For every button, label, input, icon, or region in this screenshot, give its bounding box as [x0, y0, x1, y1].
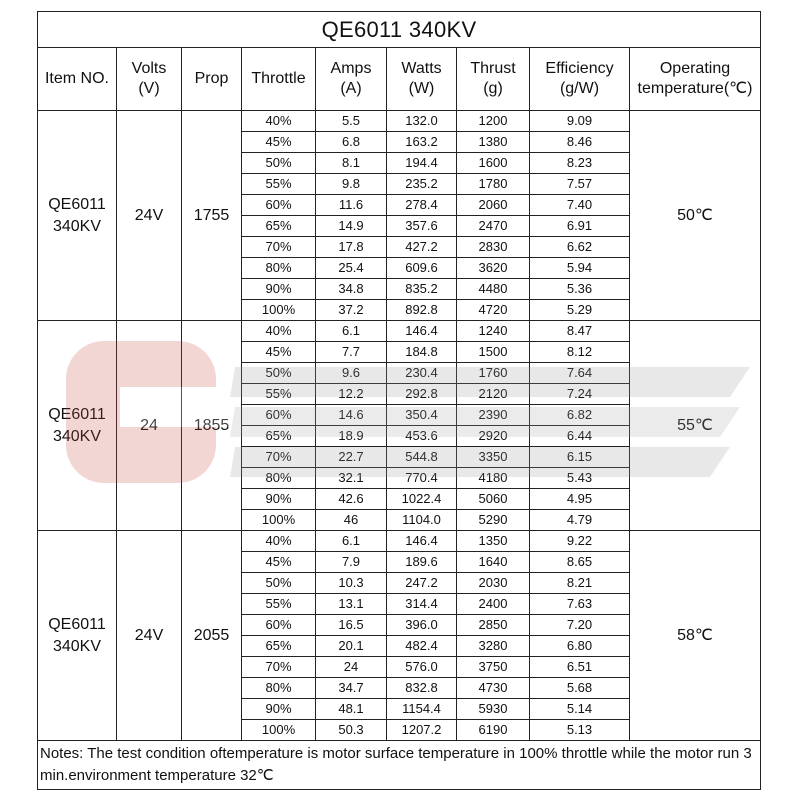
- amps-cell: 18.9: [316, 426, 387, 447]
- throttle-cell: 40%: [242, 321, 316, 342]
- watts-cell: 453.6: [387, 426, 457, 447]
- watts-cell: 832.8: [387, 678, 457, 699]
- amps-cell: 7.9: [316, 552, 387, 573]
- header-item: Item NO.: [38, 48, 117, 111]
- thrust-cell: 1500: [457, 342, 530, 363]
- thrust-cell: 2830: [457, 237, 530, 258]
- thrust-cell: 2030: [457, 573, 530, 594]
- throttle-cell: 55%: [242, 594, 316, 615]
- watts-cell: 146.4: [387, 531, 457, 552]
- amps-cell: 11.6: [316, 195, 387, 216]
- throttle-cell: 70%: [242, 657, 316, 678]
- efficiency-cell: 4.95: [530, 489, 630, 510]
- efficiency-cell: 4.79: [530, 510, 630, 531]
- amps-cell: 6.1: [316, 531, 387, 552]
- throttle-cell: 100%: [242, 300, 316, 321]
- throttle-cell: 90%: [242, 279, 316, 300]
- efficiency-cell: 5.94: [530, 258, 630, 279]
- throttle-cell: 45%: [242, 342, 316, 363]
- watts-cell: 1154.4: [387, 699, 457, 720]
- item-cell: QE6011 340KV: [38, 531, 117, 741]
- efficiency-cell: 8.46: [530, 132, 630, 153]
- amps-cell: 34.7: [316, 678, 387, 699]
- thrust-cell: 2060: [457, 195, 530, 216]
- item-cell: QE6011 340KV: [38, 321, 117, 531]
- thrust-cell: 1600: [457, 153, 530, 174]
- thrust-cell: 3280: [457, 636, 530, 657]
- header-volts: Volts (V): [117, 48, 182, 111]
- watts-cell: 576.0: [387, 657, 457, 678]
- throttle-cell: 50%: [242, 153, 316, 174]
- temperature-cell: 58℃: [630, 531, 761, 741]
- throttle-cell: 55%: [242, 174, 316, 195]
- efficiency-cell: 7.64: [530, 363, 630, 384]
- header-amps: Amps (A): [316, 48, 387, 111]
- thrust-cell: 3350: [457, 447, 530, 468]
- amps-cell: 10.3: [316, 573, 387, 594]
- throttle-cell: 65%: [242, 426, 316, 447]
- amps-cell: 5.5: [316, 111, 387, 132]
- efficiency-cell: 6.44: [530, 426, 630, 447]
- thrust-cell: 1380: [457, 132, 530, 153]
- efficiency-cell: 9.09: [530, 111, 630, 132]
- watts-cell: 163.2: [387, 132, 457, 153]
- table-row: [38, 321, 761, 342]
- table-row: [38, 111, 761, 132]
- thrust-cell: 1760: [457, 363, 530, 384]
- watts-cell: 1104.0: [387, 510, 457, 531]
- throttle-cell: 80%: [242, 258, 316, 279]
- amps-cell: 12.2: [316, 384, 387, 405]
- amps-cell: 22.7: [316, 447, 387, 468]
- efficiency-cell: 6.82: [530, 405, 630, 426]
- table-row: [38, 531, 761, 552]
- throttle-cell: 90%: [242, 699, 316, 720]
- watts-cell: 835.2: [387, 279, 457, 300]
- amps-cell: 24: [316, 657, 387, 678]
- throttle-cell: 55%: [242, 384, 316, 405]
- throttle-cell: 40%: [242, 111, 316, 132]
- efficiency-cell: 5.68: [530, 678, 630, 699]
- watts-cell: 184.8: [387, 342, 457, 363]
- efficiency-cell: 8.47: [530, 321, 630, 342]
- amps-cell: 50.3: [316, 720, 387, 741]
- amps-cell: 25.4: [316, 258, 387, 279]
- throttle-cell: 65%: [242, 636, 316, 657]
- watts-cell: 314.4: [387, 594, 457, 615]
- throttle-cell: 80%: [242, 678, 316, 699]
- efficiency-cell: 8.65: [530, 552, 630, 573]
- throttle-cell: 90%: [242, 489, 316, 510]
- efficiency-cell: 6.91: [530, 216, 630, 237]
- notes-row: [38, 741, 761, 790]
- amps-cell: 16.5: [316, 615, 387, 636]
- amps-cell: 20.1: [316, 636, 387, 657]
- temperature-cell: 50℃: [630, 111, 761, 321]
- thrust-cell: 1240: [457, 321, 530, 342]
- thrust-cell: 1780: [457, 174, 530, 195]
- efficiency-cell: 6.62: [530, 237, 630, 258]
- watts-cell: 278.4: [387, 195, 457, 216]
- amps-cell: 17.8: [316, 237, 387, 258]
- thrust-cell: 4480: [457, 279, 530, 300]
- amps-cell: 32.1: [316, 468, 387, 489]
- thrust-cell: 5060: [457, 489, 530, 510]
- thrust-cell: 5290: [457, 510, 530, 531]
- amps-cell: 42.6: [316, 489, 387, 510]
- thrust-cell: 2400: [457, 594, 530, 615]
- amps-cell: 6.1: [316, 321, 387, 342]
- header-temperature: Operating temperature(℃): [630, 48, 761, 111]
- header-row: [38, 48, 761, 111]
- watts-cell: 1207.2: [387, 720, 457, 741]
- watts-cell: 230.4: [387, 363, 457, 384]
- watts-cell: 350.4: [387, 405, 457, 426]
- efficiency-cell: 5.43: [530, 468, 630, 489]
- item-cell: QE6011 340KV: [38, 111, 117, 321]
- watts-cell: 235.2: [387, 174, 457, 195]
- watts-cell: 247.2: [387, 573, 457, 594]
- amps-cell: 46: [316, 510, 387, 531]
- spec-table: [37, 11, 761, 790]
- volts-cell: 24V: [117, 531, 182, 741]
- temperature-cell: 55℃: [630, 321, 761, 531]
- efficiency-cell: 7.57: [530, 174, 630, 195]
- throttle-cell: 45%: [242, 552, 316, 573]
- amps-cell: 7.7: [316, 342, 387, 363]
- watts-cell: 1022.4: [387, 489, 457, 510]
- header-prop: Prop: [182, 48, 242, 111]
- amps-cell: 8.1: [316, 153, 387, 174]
- amps-cell: 34.8: [316, 279, 387, 300]
- watts-cell: 482.4: [387, 636, 457, 657]
- efficiency-cell: 7.24: [530, 384, 630, 405]
- throttle-cell: 70%: [242, 447, 316, 468]
- thrust-cell: 2470: [457, 216, 530, 237]
- watts-cell: 357.6: [387, 216, 457, 237]
- header-efficiency: Efficiency (g/W): [530, 48, 630, 111]
- header-throttle: Throttle: [242, 48, 316, 111]
- thrust-cell: 2120: [457, 384, 530, 405]
- thrust-cell: 4180: [457, 468, 530, 489]
- volts-cell: 24: [117, 321, 182, 531]
- efficiency-cell: 8.12: [530, 342, 630, 363]
- efficiency-cell: 6.15: [530, 447, 630, 468]
- efficiency-cell: 7.63: [530, 594, 630, 615]
- efficiency-cell: 5.14: [530, 699, 630, 720]
- throttle-cell: 100%: [242, 720, 316, 741]
- watts-cell: 544.8: [387, 447, 457, 468]
- amps-cell: 37.2: [316, 300, 387, 321]
- watts-cell: 132.0: [387, 111, 457, 132]
- amps-cell: 13.1: [316, 594, 387, 615]
- watts-cell: 770.4: [387, 468, 457, 489]
- header-watts: Watts (W): [387, 48, 457, 111]
- prop-cell: 1755: [182, 111, 242, 321]
- efficiency-cell: 5.13: [530, 720, 630, 741]
- throttle-cell: 50%: [242, 573, 316, 594]
- header-thrust: Thrust (g): [457, 48, 530, 111]
- throttle-cell: 70%: [242, 237, 316, 258]
- thrust-cell: 3620: [457, 258, 530, 279]
- efficiency-cell: 8.21: [530, 573, 630, 594]
- spec-sheet: [37, 11, 761, 790]
- amps-cell: 6.8: [316, 132, 387, 153]
- amps-cell: 9.8: [316, 174, 387, 195]
- amps-cell: 14.9: [316, 216, 387, 237]
- efficiency-cell: 5.29: [530, 300, 630, 321]
- throttle-cell: 60%: [242, 405, 316, 426]
- amps-cell: 14.6: [316, 405, 387, 426]
- efficiency-cell: 8.23: [530, 153, 630, 174]
- watts-cell: 189.6: [387, 552, 457, 573]
- watts-cell: 892.8: [387, 300, 457, 321]
- thrust-cell: 2390: [457, 405, 530, 426]
- thrust-cell: 2920: [457, 426, 530, 447]
- throttle-cell: 100%: [242, 510, 316, 531]
- watts-cell: 396.0: [387, 615, 457, 636]
- efficiency-cell: 5.36: [530, 279, 630, 300]
- efficiency-cell: 7.20: [530, 615, 630, 636]
- thrust-cell: 5930: [457, 699, 530, 720]
- efficiency-cell: 9.22: [530, 531, 630, 552]
- thrust-cell: 4720: [457, 300, 530, 321]
- watts-cell: 146.4: [387, 321, 457, 342]
- thrust-cell: 1640: [457, 552, 530, 573]
- prop-cell: 1855: [182, 321, 242, 531]
- prop-cell: 2055: [182, 531, 242, 741]
- amps-cell: 9.6: [316, 363, 387, 384]
- throttle-cell: 60%: [242, 615, 316, 636]
- amps-cell: 48.1: [316, 699, 387, 720]
- thrust-cell: 3750: [457, 657, 530, 678]
- thrust-cell: 1200: [457, 111, 530, 132]
- watts-cell: 292.8: [387, 384, 457, 405]
- watts-cell: 609.6: [387, 258, 457, 279]
- throttle-cell: 45%: [242, 132, 316, 153]
- thrust-cell: 2850: [457, 615, 530, 636]
- watts-cell: 194.4: [387, 153, 457, 174]
- watts-cell: 427.2: [387, 237, 457, 258]
- efficiency-cell: 7.40: [530, 195, 630, 216]
- throttle-cell: 40%: [242, 531, 316, 552]
- thrust-cell: 1350: [457, 531, 530, 552]
- throttle-cell: 80%: [242, 468, 316, 489]
- efficiency-cell: 6.51: [530, 657, 630, 678]
- thrust-cell: 6190: [457, 720, 530, 741]
- thrust-cell: 4730: [457, 678, 530, 699]
- efficiency-cell: 6.80: [530, 636, 630, 657]
- throttle-cell: 50%: [242, 363, 316, 384]
- notes-text: Notes: The test condition oftemperature is motor surface temperature in 100% throttle while the motor run 3 min.environment temperature 32℃: [38, 741, 761, 790]
- throttle-cell: 65%: [242, 216, 316, 237]
- volts-cell: 24V: [117, 111, 182, 321]
- throttle-cell: 60%: [242, 195, 316, 216]
- table-title: QE6011 340KV: [38, 12, 761, 48]
